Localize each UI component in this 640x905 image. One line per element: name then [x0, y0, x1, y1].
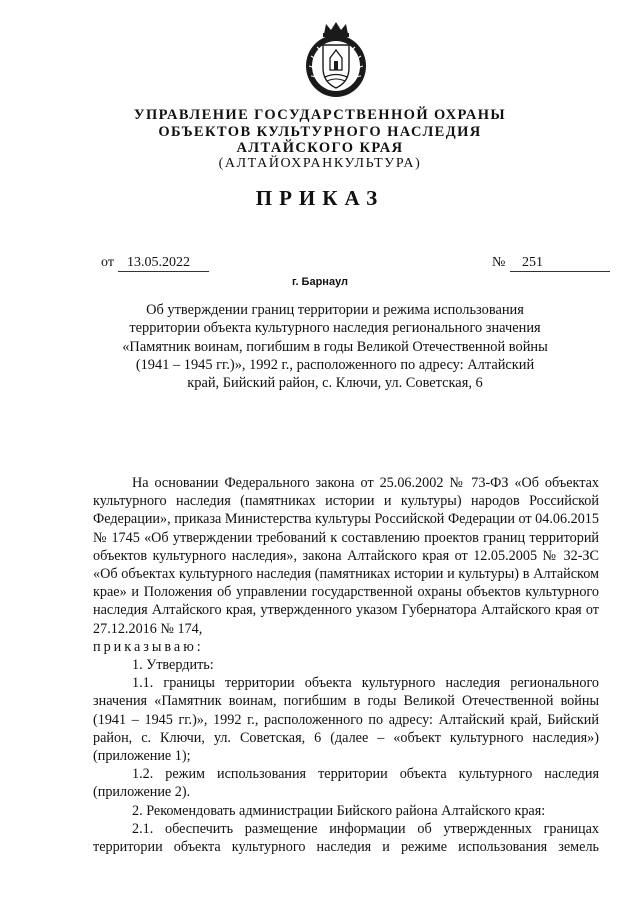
altai-krai-coat-of-arms-icon	[303, 20, 369, 100]
org-line-3: АЛТАЙСКОГО КРАЯ	[236, 140, 404, 156]
organization-abbreviation: (АЛТАЙОХРАНКУЛЬТУРА)	[218, 156, 422, 171]
clause-2-1: 2.1. обеспечить размещение информации об утвержденных границах территории объекта культурного наследия и режиме использования земель	[93, 820, 599, 856]
clause-2: 2. Рекомендовать администрации Бийского района Алтайского края:	[132, 802, 546, 819]
org-line-1: УПРАВЛЕНИЕ ГОСУДАРСТВЕННОЙ ОХРАНЫ	[133, 107, 507, 123]
org-line-2: ОБЪЕКТОВ КУЛЬТУРНОГО НАСЛЕДИЯ	[158, 123, 482, 140]
number-label: №	[492, 255, 506, 270]
clause-1: 1. Утвердить:	[132, 657, 214, 674]
clause-1-2: 1.2. режим использования территории объекта культурного наследия (приложение 2).	[93, 766, 599, 801]
order-date: 13.05.2022	[118, 255, 209, 272]
clause-1-1: 1.1. границы территории объекта культурного наследия регионального значения «Памятник воинам, погибшим в годы Великой Отечественной войны (1941 – 1945 гг.)», 1992 г., расположенного по адресу: Алтайский край, Бийский район, с. Ключи, ул. Советская, 6 (далее – «объект культурного наследия») (приложение 1);	[93, 675, 599, 765]
preamble-paragraph: На основании Федерального закона от 25.06.2002 № 73-ФЗ «Об объектах культурного наследия (памятниках истории и культуры) народов Российской Федерации», приказа Министерства культуры Российской Федерации от 04.06.2015 № 1745 «Об утверждении требований к составлению проектов границ территорий объектов культурного наследия», закона Алтайского края от 12.05.2005 № 32-ЗС «Об объектах культурного наследия (памятниках истории и культуры) в Алтайском крае» и Положения об управлении государственной охраны объектов культурного наследия Алтайского края, утвержденного указом Губернатора Алтайского края от 27.12.2016 № 174,	[93, 475, 599, 637]
order-number: 251	[510, 255, 610, 272]
organization-name	[0, 107, 640, 157]
document-type-title: ПРИКАЗ	[255, 186, 385, 210]
date-label: от	[101, 255, 114, 270]
order-subject: Об утверждении границ территории и режима использования территории объекта культурного наследия регионального значения «Памятник воинам, погибшим в годы Великой Отечественной войны (1941 – 1945 гг.)», 1992 г., расположенного по адресу: Алтайский край, Бийский район, с. Ключи, ул. Советская, 6	[122, 302, 548, 392]
city: г. Барнаул	[291, 276, 349, 288]
order-word: приказываю:	[93, 638, 204, 655]
order-body	[93, 474, 599, 856]
